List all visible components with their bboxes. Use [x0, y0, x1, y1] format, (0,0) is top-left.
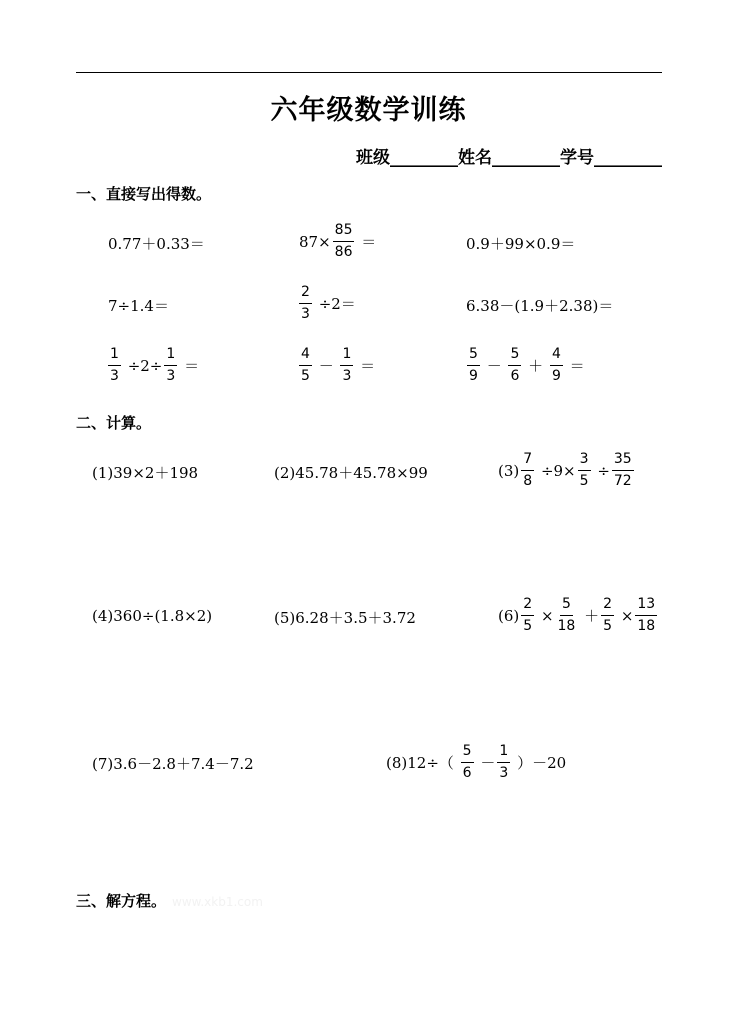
fraction: [461, 743, 474, 782]
numerator: 5: [467, 346, 480, 366]
direct-problem-1: [108, 233, 205, 254]
problem-text: ÷2＝: [313, 295, 356, 313]
fraction: [299, 284, 312, 323]
numerator: 1: [497, 743, 510, 763]
class-label: 班级: [356, 148, 390, 168]
direct-problem-5: [297, 284, 356, 323]
problem-label: (6): [498, 606, 520, 625]
numerator: 1: [164, 346, 177, 366]
denominator: 3: [166, 368, 176, 384]
name-label: 姓名: [458, 148, 492, 168]
calc-problem-2: [274, 462, 428, 483]
section-1-heading: 一、直接写出得数。: [76, 185, 212, 203]
denominator: 9: [469, 368, 478, 384]
fraction: [467, 346, 480, 385]
problem-text: 0.9＋99×0.9＝: [466, 235, 576, 253]
fraction: [108, 346, 121, 385]
operator: ＋: [579, 607, 600, 625]
section-2-heading: 二、计算。: [76, 414, 152, 432]
denominator: 5: [523, 618, 533, 634]
problem-text: (2)45.78＋45.78×99: [274, 464, 428, 482]
fraction: [550, 346, 563, 385]
denominator: 5: [301, 368, 310, 384]
numerator: 85: [333, 222, 355, 242]
problem-text: ）－20: [512, 754, 567, 772]
operator: ＝: [179, 357, 200, 375]
problem-text: 0.77＋0.33＝: [108, 235, 205, 253]
numerator: 13: [635, 596, 657, 616]
denominator: 18: [557, 618, 576, 634]
problem-text: (5)6.28＋3.5＋3.72: [274, 609, 416, 627]
direct-problem-4: [108, 295, 169, 316]
operator: ×: [536, 606, 554, 625]
operator: ÷2÷: [122, 356, 163, 375]
fraction: [556, 596, 578, 635]
direct-problem-6: [466, 295, 613, 316]
fraction: [612, 451, 634, 490]
denominator: 5: [579, 473, 589, 489]
denominator: 8: [523, 473, 533, 489]
problem-text: ＝: [356, 233, 377, 251]
numerator: 4: [299, 346, 312, 366]
denominator: 18: [637, 618, 656, 634]
operator: ＋: [523, 357, 548, 375]
fraction: [340, 346, 353, 385]
problem-text: (4)360÷(1.8×2): [92, 607, 213, 625]
numerator: 4: [550, 346, 563, 366]
calc-problem-8: [386, 743, 566, 782]
denominator: 9: [551, 368, 561, 384]
problem-text: (7)3.6－2.8＋7.4－7.2: [92, 755, 254, 773]
numerator: 2: [521, 596, 534, 616]
calc-problem-4: [92, 607, 212, 625]
student-info: [356, 143, 662, 168]
operator: －: [475, 754, 496, 772]
id-label: 学号: [560, 148, 594, 168]
fraction: [578, 451, 591, 490]
operator: ＝: [564, 357, 585, 375]
numerator: 2: [601, 596, 614, 616]
fraction: [333, 222, 355, 261]
operator: －: [481, 357, 507, 375]
fraction: [508, 346, 521, 385]
numerator: 5: [560, 596, 573, 616]
operator: －: [313, 357, 339, 375]
problem-label: (8)12÷（: [386, 754, 459, 772]
problem-text: 7÷1.4＝: [108, 297, 169, 315]
denominator: 3: [110, 368, 119, 384]
numerator: 5: [508, 346, 521, 366]
page-title: 六年级数学训练: [270, 95, 467, 126]
calc-problem-1: [92, 462, 198, 483]
fraction: [497, 743, 510, 782]
id-blank: ________: [594, 148, 662, 168]
denominator: 86: [334, 244, 353, 260]
calc-problem-5: [274, 607, 416, 628]
direct-problem-9: [465, 346, 585, 385]
top-rule: [76, 72, 662, 73]
watermark-text: www.xkb1.com: [172, 895, 263, 909]
calc-problem-3: [498, 451, 636, 490]
section-3-heading: [76, 890, 263, 911]
class-blank: ________: [390, 148, 458, 168]
direct-problem-8: [297, 346, 375, 385]
denominator: 6: [462, 765, 472, 781]
numerator: 3: [578, 451, 591, 471]
fraction: [299, 346, 312, 385]
problem-label: (3): [498, 461, 520, 480]
fraction: [164, 346, 177, 385]
problem-text: 87×: [299, 232, 331, 251]
numerator: 7: [521, 451, 534, 471]
numerator: 2: [299, 284, 312, 304]
fraction: [635, 596, 657, 635]
operator: ＝: [355, 357, 376, 375]
calc-problem-7: [92, 753, 254, 774]
section-3-label: 三、解方程。: [76, 892, 167, 910]
direct-problem-2: [299, 222, 376, 261]
denominator: 72: [613, 473, 632, 489]
numerator: 1: [340, 346, 353, 366]
operator: ÷: [592, 461, 610, 480]
direct-problem-3: [466, 233, 575, 254]
fraction: [521, 596, 534, 635]
denominator: 3: [499, 765, 509, 781]
denominator: 3: [301, 306, 310, 322]
operator: ÷9×: [536, 461, 576, 480]
problem-text: (1)39×2＋198: [92, 464, 199, 482]
denominator: 6: [510, 368, 520, 384]
calc-problem-6: [498, 596, 659, 635]
numerator: 1: [108, 346, 121, 366]
fraction: [601, 596, 614, 635]
direct-problem-7: [106, 346, 199, 385]
fraction: [521, 451, 534, 490]
problem-text: 6.38－(1.9＋2.38)＝: [466, 297, 614, 315]
denominator: 5: [603, 618, 613, 634]
name-blank: ________: [492, 148, 560, 168]
numerator: 5: [461, 743, 474, 763]
operator: ×: [616, 606, 634, 625]
denominator: 3: [342, 368, 352, 384]
numerator: 35: [612, 451, 634, 471]
